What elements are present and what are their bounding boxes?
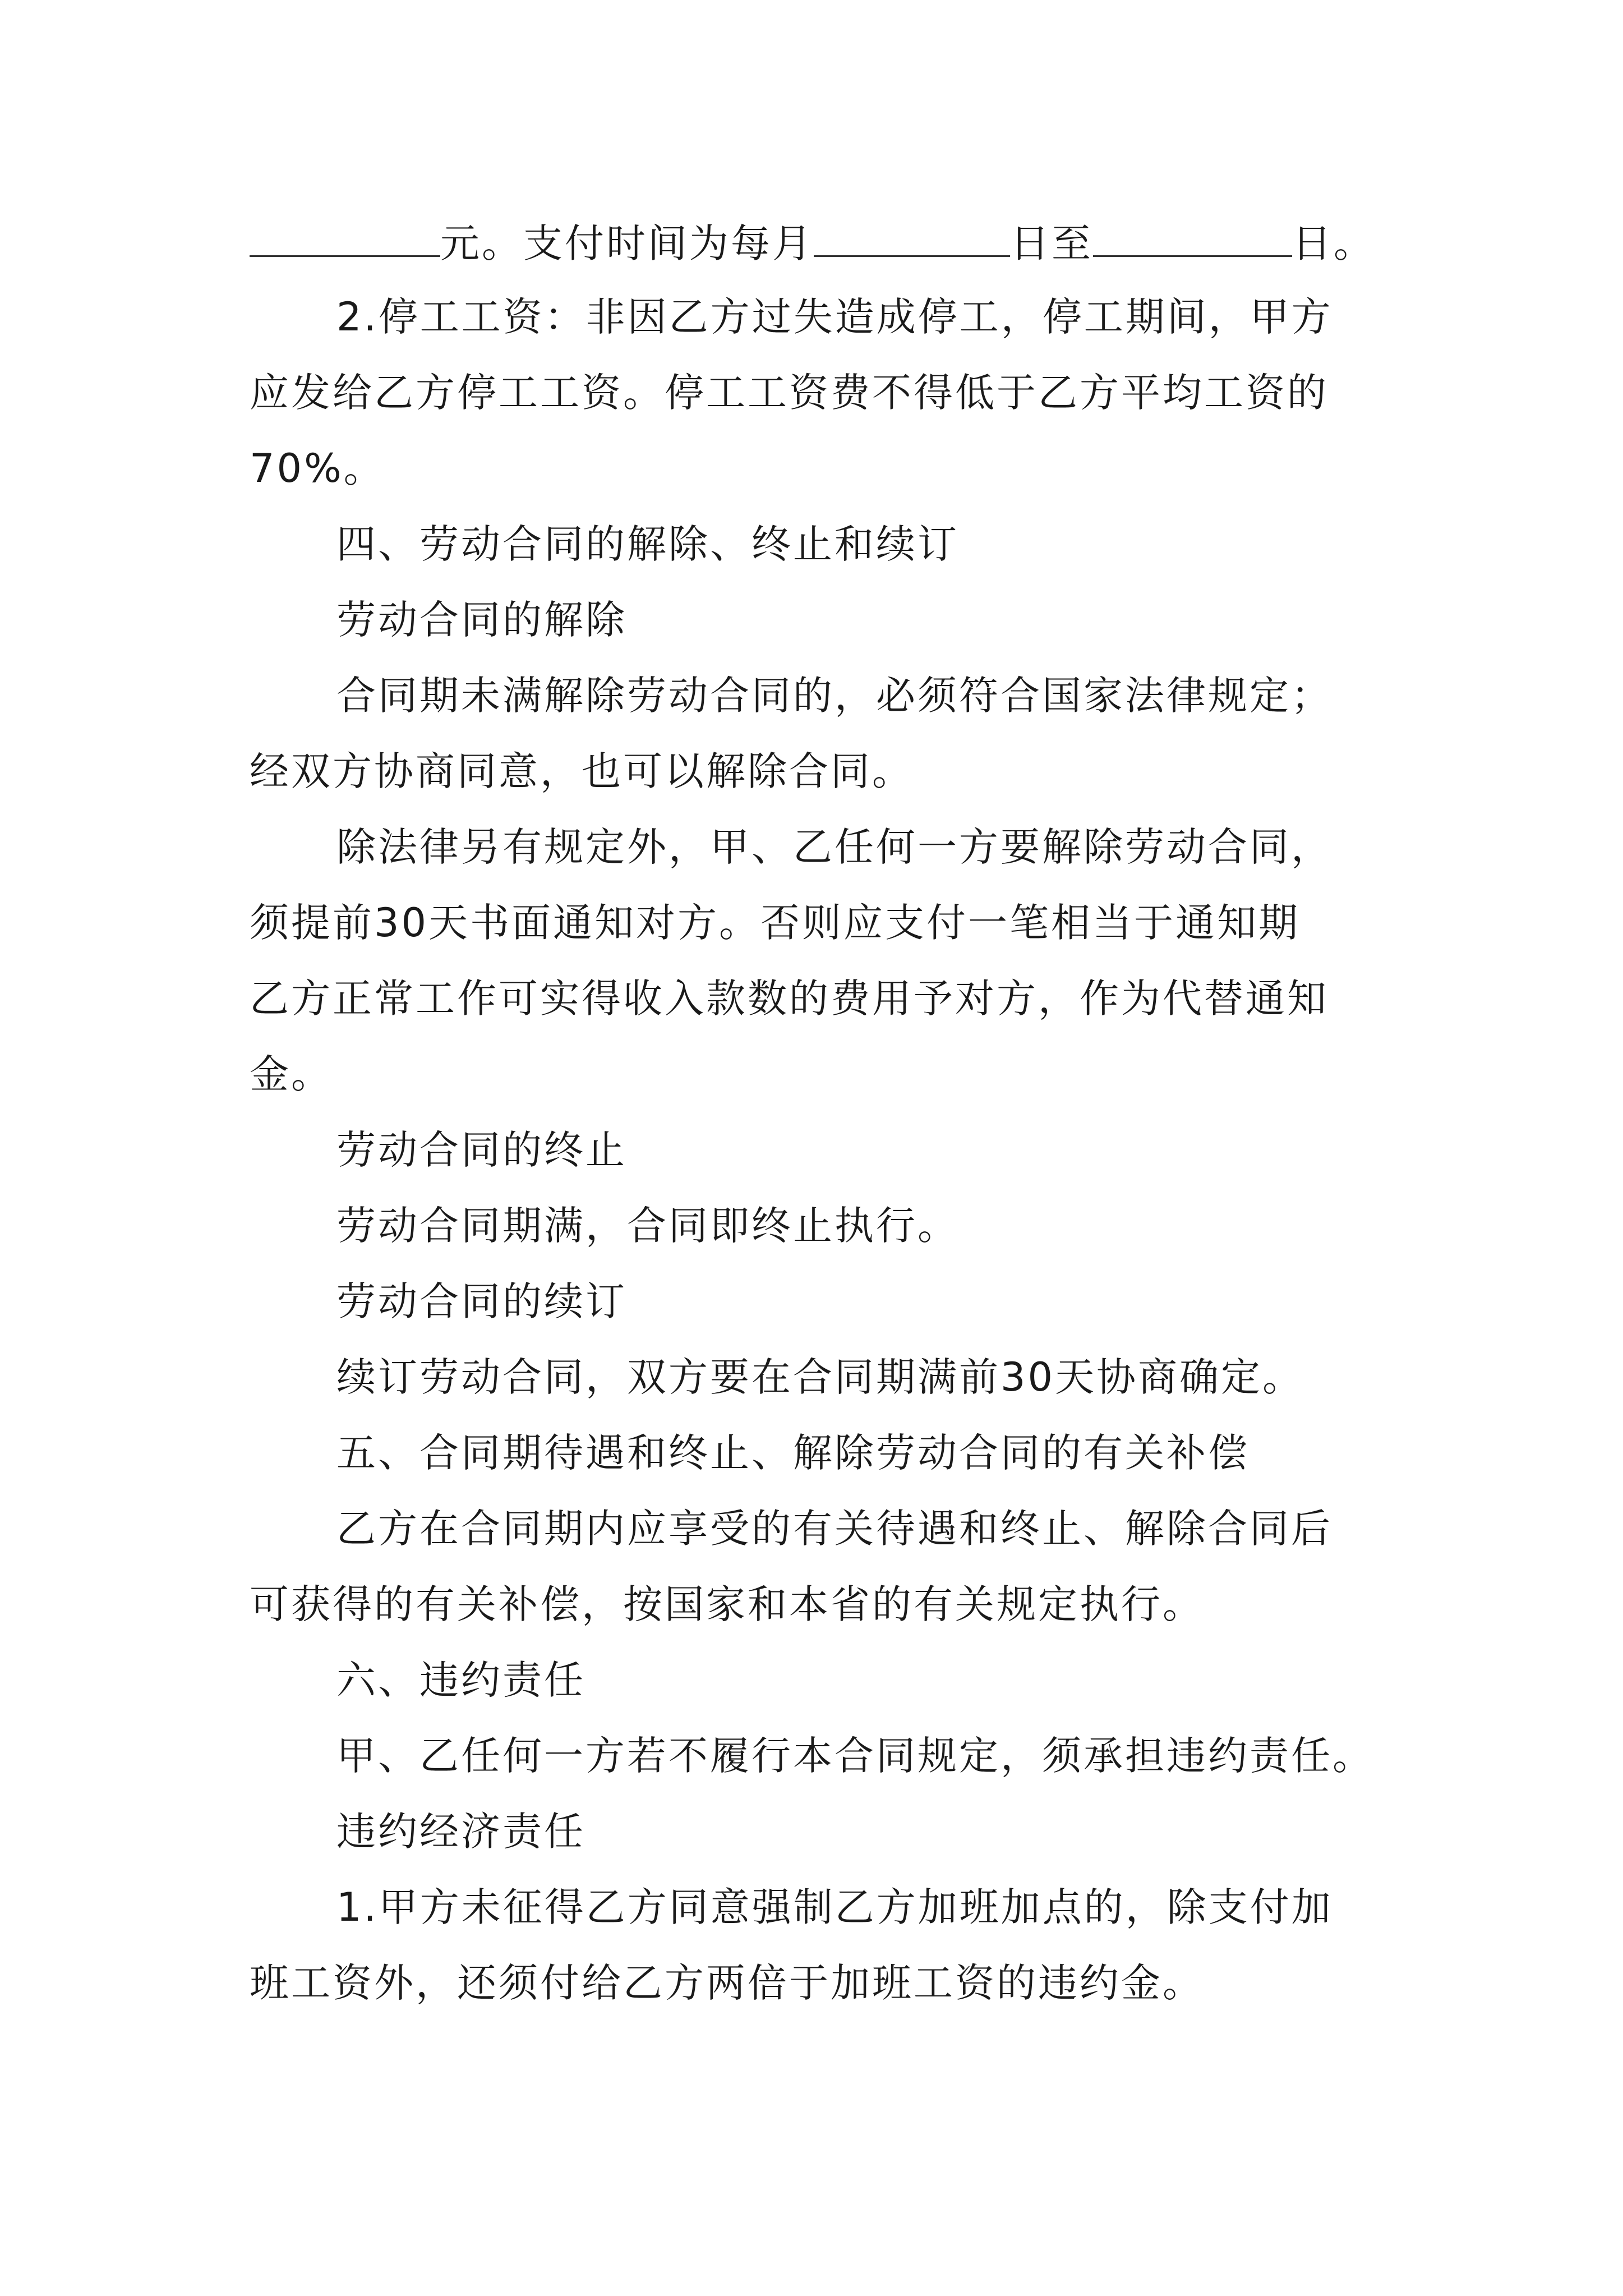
subheading: 劳动合同的续订	[336, 1278, 627, 1324]
paragraph-line: 劳动合同期满，合同即终止执行。	[336, 1203, 959, 1249]
section-heading: 四、劳动合同的解除、终止和续订	[336, 521, 959, 567]
text-segment: 日至	[1010, 220, 1093, 266]
subheading: 违约经济责任	[336, 1809, 585, 1855]
paragraph-line: 乙方在合同期内应享受的有关待遇和终止、解除合同后	[336, 1506, 1332, 1552]
paragraph-line: 合同期未满解除劳动合同的，必须符合国家法律规定；	[336, 673, 1332, 719]
paragraph-line: 2.停工工资：非因乙方过失造成停工，停工期间，甲方	[336, 294, 1333, 340]
paragraph-line: 经双方协商同意，也可以解除合同。	[250, 748, 914, 794]
section-heading: 五、合同期待遇和终止、解除劳动合同的有关补偿	[336, 1430, 1249, 1476]
section-heading: 六、违约责任	[336, 1657, 585, 1703]
paragraph-line: 可获得的有关补偿，按国家和本省的有关规定执行。	[250, 1581, 1204, 1627]
paragraph-line: 1.甲方未征得乙方同意强制乙方加班加点的，除支付加	[336, 1884, 1333, 1930]
paragraph-line: 除法律另有规定外，甲、乙任何一方要解除劳动合同，	[336, 824, 1332, 870]
paragraph-line: 应发给乙方停工工资。停工工资费不得低于乙方平均工资的	[250, 370, 1329, 416]
blank-field-start-day	[814, 216, 1010, 257]
payment-time-line	[250, 216, 1394, 269]
paragraph-line: 金。	[250, 1051, 333, 1097]
paragraph-line: 70%。	[250, 445, 385, 491]
text-segment: 元。支付时间为每月	[440, 220, 814, 266]
paragraph-line: 班工资外，还须付给乙方两倍于加班工资的违约金。	[250, 1960, 1204, 2006]
subheading: 劳动合同的终止	[336, 1127, 627, 1173]
blank-field-end-day	[1093, 216, 1292, 257]
paragraph-line: 乙方正常工作可实得收入款数的费用予对方，作为代替通知	[250, 976, 1329, 1022]
blank-field-amount	[250, 216, 440, 257]
text-segment: 日。	[1292, 220, 1375, 266]
paragraph-line: 续订劳动合同，双方要在合同期满前30天协商确定。	[336, 1354, 1304, 1400]
subheading: 劳动合同的解除	[336, 597, 627, 643]
paragraph-line: 须提前30天书面通知对方。否则应支付一笔相当于通知期	[250, 900, 1301, 946]
paragraph-line: 甲、乙任何一方若不履行本合同规定，须承担违约责任。	[336, 1733, 1374, 1779]
